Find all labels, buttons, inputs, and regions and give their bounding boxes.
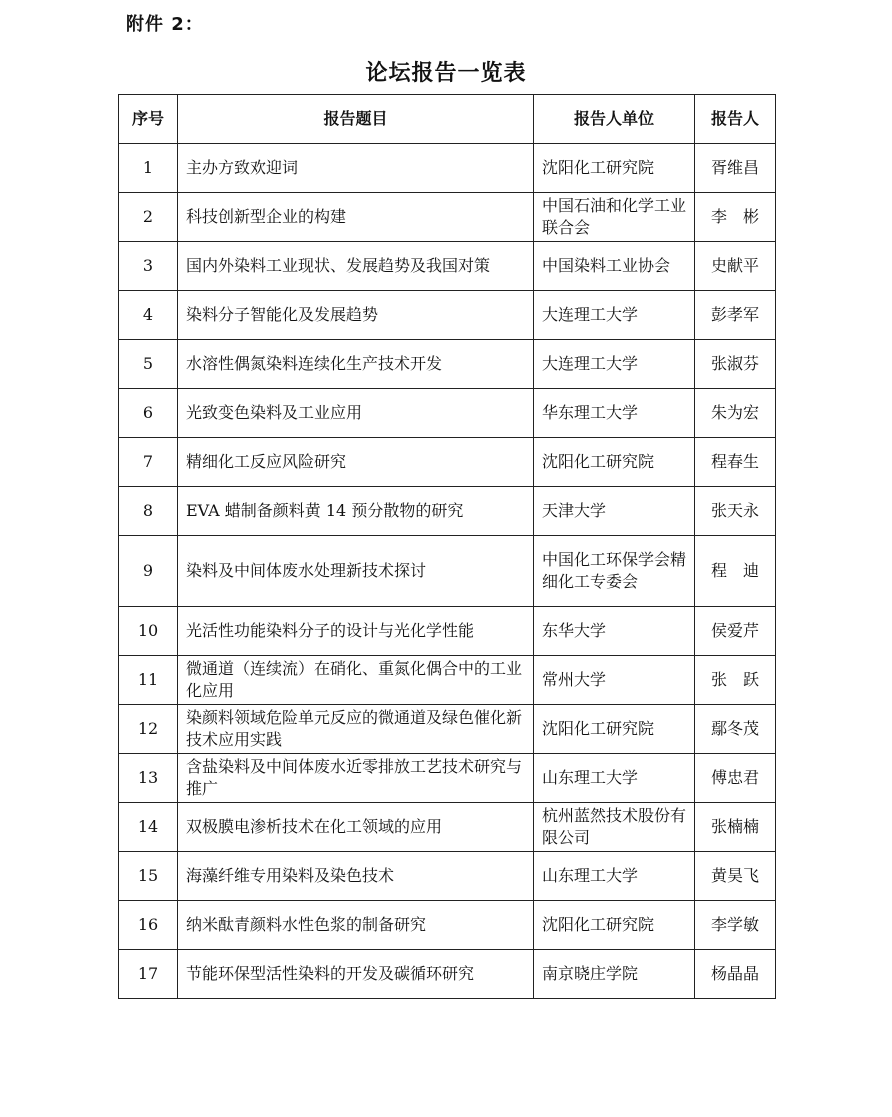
table-row <box>119 656 776 705</box>
cell-unit: 中国染料工业协会 <box>534 242 695 291</box>
cell-person: 朱为宏 <box>695 389 776 438</box>
cell-person: 李 彬 <box>695 193 776 242</box>
cell-topic: EVA 蜡制备颜料黄 14 预分散物的研究 <box>178 487 534 536</box>
cell-unit: 东华大学 <box>534 607 695 656</box>
cell-no: 11 <box>119 656 178 705</box>
table-header-row <box>119 95 776 144</box>
cell-no: 16 <box>119 901 178 950</box>
header-no: 序号 <box>119 95 178 144</box>
cell-unit: 中国化工环保学会精细化工专委会 <box>534 536 695 607</box>
table-row <box>119 340 776 389</box>
table-row <box>119 487 776 536</box>
cell-unit: 大连理工大学 <box>534 340 695 389</box>
cell-no: 5 <box>119 340 178 389</box>
cell-person: 鄢冬茂 <box>695 705 776 754</box>
cell-no: 4 <box>119 291 178 340</box>
cell-person: 程 迪 <box>695 536 776 607</box>
cell-no: 9 <box>119 536 178 607</box>
table-row <box>119 389 776 438</box>
cell-person: 张天永 <box>695 487 776 536</box>
cell-topic: 主办方致欢迎词 <box>178 144 534 193</box>
cell-topic: 染料及中间体废水处理新技术探讨 <box>178 536 534 607</box>
header-topic: 报告题目 <box>178 95 534 144</box>
cell-unit: 天津大学 <box>534 487 695 536</box>
cell-no: 14 <box>119 803 178 852</box>
cell-person: 彭孝军 <box>695 291 776 340</box>
cell-unit: 沈阳化工研究院 <box>534 705 695 754</box>
cell-topic: 光活性功能染料分子的设计与光化学性能 <box>178 607 534 656</box>
cell-person: 杨晶晶 <box>695 950 776 999</box>
cell-topic: 海藻纤维专用染料及染色技术 <box>178 852 534 901</box>
cell-no: 10 <box>119 607 178 656</box>
cell-unit: 大连理工大学 <box>534 291 695 340</box>
cell-topic: 国内外染料工业现状、发展趋势及我国对策 <box>178 242 534 291</box>
page-title: 论坛报告一览表 <box>365 61 527 86</box>
cell-unit: 杭州蓝然技术股份有限公司 <box>534 803 695 852</box>
cell-no: 13 <box>119 754 178 803</box>
cell-topic: 水溶性偶氮染料连续化生产技术开发 <box>178 340 534 389</box>
cell-unit: 沈阳化工研究院 <box>534 901 695 950</box>
cell-unit: 中国石油和化学工业联合会 <box>534 193 695 242</box>
cell-person: 张楠楠 <box>695 803 776 852</box>
cell-no: 1 <box>119 144 178 193</box>
cell-person: 李学敏 <box>695 901 776 950</box>
cell-topic: 纳米酞青颜料水性色浆的制备研究 <box>178 901 534 950</box>
cell-topic: 精细化工反应风险研究 <box>178 438 534 487</box>
cell-topic: 光致变色染料及工业应用 <box>178 389 534 438</box>
table-row <box>119 901 776 950</box>
cell-no: 7 <box>119 438 178 487</box>
report-table <box>118 94 776 999</box>
cell-unit: 华东理工大学 <box>534 389 695 438</box>
cell-no: 8 <box>119 487 178 536</box>
cell-unit: 常州大学 <box>534 656 695 705</box>
cell-person: 胥维昌 <box>695 144 776 193</box>
table-row <box>119 536 776 607</box>
cell-person: 程春生 <box>695 438 776 487</box>
cell-person: 傅忠君 <box>695 754 776 803</box>
cell-unit: 山东理工大学 <box>534 852 695 901</box>
cell-topic: 科技创新型企业的构建 <box>178 193 534 242</box>
cell-unit: 沈阳化工研究院 <box>534 144 695 193</box>
table-row <box>119 950 776 999</box>
cell-no: 6 <box>119 389 178 438</box>
cell-person: 侯爱芹 <box>695 607 776 656</box>
table-row <box>119 193 776 242</box>
header-unit: 报告人单位 <box>534 95 695 144</box>
table-row <box>119 291 776 340</box>
cell-person: 史献平 <box>695 242 776 291</box>
cell-topic: 节能环保型活性染料的开发及碳循环研究 <box>178 950 534 999</box>
header-person: 报告人 <box>695 95 776 144</box>
table-row <box>119 852 776 901</box>
cell-unit: 南京晓庄学院 <box>534 950 695 999</box>
cell-no: 3 <box>119 242 178 291</box>
cell-topic: 双极膜电渗析技术在化工领域的应用 <box>178 803 534 852</box>
cell-no: 15 <box>119 852 178 901</box>
cell-no: 12 <box>119 705 178 754</box>
cell-person: 张淑芬 <box>695 340 776 389</box>
cell-topic: 含盐染料及中间体废水近零排放工艺技术研究与推广 <box>178 754 534 803</box>
table-row <box>119 144 776 193</box>
table-row <box>119 438 776 487</box>
table-row <box>119 242 776 291</box>
cell-unit: 沈阳化工研究院 <box>534 438 695 487</box>
cell-no: 2 <box>119 193 178 242</box>
table-row <box>119 705 776 754</box>
cell-no: 17 <box>119 950 178 999</box>
cell-person: 黄昊飞 <box>695 852 776 901</box>
cell-topic: 微通道（连续流）在硝化、重氮化偶合中的工业化应用 <box>178 656 534 705</box>
cell-unit: 山东理工大学 <box>534 754 695 803</box>
table-row <box>119 754 776 803</box>
cell-person: 张 跃 <box>695 656 776 705</box>
cell-topic: 染料分子智能化及发展趋势 <box>178 291 534 340</box>
table-row <box>119 607 776 656</box>
table-row <box>119 803 776 852</box>
attachment-label: 附件 2： <box>126 14 204 35</box>
cell-topic: 染颜料领域危险单元反应的微通道及绿色催化新技术应用实践 <box>178 705 534 754</box>
